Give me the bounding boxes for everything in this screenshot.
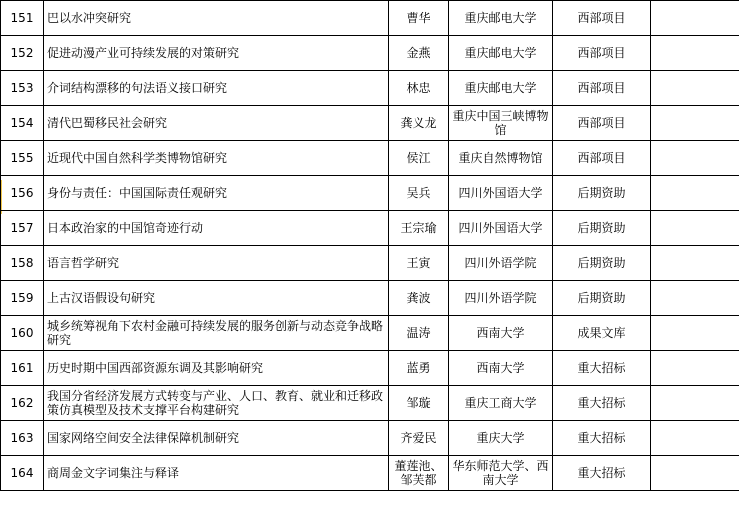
- table-body: [1, 1, 739, 491]
- project-title-cell[interactable]: 介词结构漂移的句法语义接口研究: [44, 71, 389, 106]
- empty-cell[interactable]: [651, 421, 739, 456]
- institution-cell[interactable]: 重庆大学: [449, 421, 553, 456]
- project-type-cell[interactable]: 重大招标: [553, 351, 651, 386]
- project-type-cell[interactable]: 西部项目: [553, 71, 651, 106]
- table-row[interactable]: [1, 141, 739, 176]
- leader-cell[interactable]: 王寅: [389, 246, 449, 281]
- institution-cell[interactable]: 重庆工商大学: [449, 386, 553, 421]
- table-row[interactable]: [1, 36, 739, 71]
- row-number-cell[interactable]: 153: [1, 71, 44, 106]
- leader-cell[interactable]: 王宗瑜: [389, 211, 449, 246]
- empty-cell[interactable]: [651, 246, 739, 281]
- project-title-cell[interactable]: 我国分省经济发展方式转变与产业、人口、教育、就业和迁移政策仿真模型及技术支撑平台构建研究: [44, 386, 389, 421]
- project-title-cell[interactable]: 语言哲学研究: [44, 246, 389, 281]
- project-title-cell[interactable]: 上古汉语假设句研究: [44, 281, 389, 316]
- row-number-cell[interactable]: 164: [1, 456, 44, 491]
- table-row[interactable]: [1, 281, 739, 316]
- project-title-cell[interactable]: 历史时期中国西部资源东调及其影响研究: [44, 351, 389, 386]
- leader-cell[interactable]: 龚波: [389, 281, 449, 316]
- project-title-cell[interactable]: 促进动漫产业可持续发展的对策研究: [44, 36, 389, 71]
- institution-cell[interactable]: 重庆中国三峡博物馆: [449, 106, 553, 141]
- empty-cell[interactable]: [651, 211, 739, 246]
- row-number-cell[interactable]: 155: [1, 141, 44, 176]
- project-title-cell[interactable]: 近现代中国自然科学类博物馆研究: [44, 141, 389, 176]
- project-type-cell[interactable]: 后期资助: [553, 176, 651, 211]
- empty-cell[interactable]: [651, 141, 739, 176]
- empty-cell[interactable]: [651, 71, 739, 106]
- table-row[interactable]: [1, 106, 739, 141]
- institution-cell[interactable]: 四川外国语大学: [449, 211, 553, 246]
- row-number-cell[interactable]: 161: [1, 351, 44, 386]
- project-title-cell[interactable]: 城乡统筹视角下农村金融可持续发展的服务创新与动态竞争战略研究: [44, 316, 389, 351]
- project-type-cell[interactable]: 重大招标: [553, 386, 651, 421]
- leader-cell[interactable]: 齐爱民: [389, 421, 449, 456]
- project-type-cell[interactable]: 成果文库: [553, 316, 651, 351]
- project-title-cell[interactable]: 国家网络空间安全法律保障机制研究: [44, 421, 389, 456]
- leader-cell[interactable]: 金燕: [389, 36, 449, 71]
- project-type-cell[interactable]: 西部项目: [553, 106, 651, 141]
- institution-cell[interactable]: 西南大学: [449, 351, 553, 386]
- institution-cell[interactable]: 重庆邮电大学: [449, 71, 553, 106]
- institution-cell[interactable]: 四川外语学院: [449, 281, 553, 316]
- project-type-cell[interactable]: 后期资助: [553, 211, 651, 246]
- empty-cell[interactable]: [651, 281, 739, 316]
- row-number-cell[interactable]: 154: [1, 106, 44, 141]
- empty-cell[interactable]: [651, 351, 739, 386]
- leader-cell[interactable]: 林忠: [389, 71, 449, 106]
- leader-cell[interactable]: 蓝勇: [389, 351, 449, 386]
- table-row[interactable]: [1, 1, 739, 36]
- table-row[interactable]: [1, 246, 739, 281]
- project-type-cell[interactable]: 西部项目: [553, 1, 651, 36]
- leader-cell[interactable]: 侯江: [389, 141, 449, 176]
- row-number-cell[interactable]: 162: [1, 386, 44, 421]
- row-number-cell[interactable]: 156: [1, 176, 44, 211]
- empty-cell[interactable]: [651, 316, 739, 351]
- row-number-cell[interactable]: 157: [1, 211, 44, 246]
- project-title-cell[interactable]: 日本政治家的中国馆奇迹行动: [44, 211, 389, 246]
- table-row[interactable]: [1, 421, 739, 456]
- empty-cell[interactable]: [651, 106, 739, 141]
- row-number-cell[interactable]: 158: [1, 246, 44, 281]
- project-type-cell[interactable]: 重大招标: [553, 421, 651, 456]
- project-type-cell[interactable]: 重大招标: [553, 456, 651, 491]
- project-type-cell[interactable]: 后期资助: [553, 246, 651, 281]
- table-row[interactable]: [1, 71, 739, 106]
- empty-cell[interactable]: [651, 36, 739, 71]
- leader-cell[interactable]: 董莲池、邹芙都: [389, 456, 449, 491]
- institution-cell[interactable]: 重庆邮电大学: [449, 36, 553, 71]
- leader-cell[interactable]: 邹璇: [389, 386, 449, 421]
- project-title-cell[interactable]: 清代巴蜀移民社会研究: [44, 106, 389, 141]
- table-row[interactable]: [1, 351, 739, 386]
- row-number-cell[interactable]: 151: [1, 1, 44, 36]
- project-type-cell[interactable]: 后期资助: [553, 281, 651, 316]
- leader-cell[interactable]: 吴兵: [389, 176, 449, 211]
- project-type-cell[interactable]: 西部项目: [553, 36, 651, 71]
- table-row[interactable]: [1, 456, 739, 491]
- institution-cell[interactable]: 四川外国语大学: [449, 176, 553, 211]
- empty-cell[interactable]: [651, 176, 739, 211]
- institution-cell[interactable]: 重庆邮电大学: [449, 1, 553, 36]
- leader-cell[interactable]: 龚义龙: [389, 106, 449, 141]
- institution-cell[interactable]: 华东师范大学、西南大学: [449, 456, 553, 491]
- empty-cell[interactable]: [651, 1, 739, 36]
- institution-cell[interactable]: 四川外语学院: [449, 246, 553, 281]
- project-title-cell[interactable]: 商周金文字词集注与释译: [44, 456, 389, 491]
- table-row[interactable]: [1, 176, 739, 211]
- institution-cell[interactable]: 西南大学: [449, 316, 553, 351]
- row-number-cell[interactable]: 160: [1, 316, 44, 351]
- leader-cell[interactable]: 曹华: [389, 1, 449, 36]
- empty-cell[interactable]: [651, 456, 739, 491]
- table-row[interactable]: [1, 386, 739, 421]
- institution-cell[interactable]: 重庆自然博物馆: [449, 141, 553, 176]
- row-number-cell[interactable]: 163: [1, 421, 44, 456]
- row-number-cell[interactable]: 159: [1, 281, 44, 316]
- row-number-cell[interactable]: 152: [1, 36, 44, 71]
- table-row[interactable]: [1, 316, 739, 351]
- empty-cell[interactable]: [651, 386, 739, 421]
- project-type-cell[interactable]: 西部项目: [553, 141, 651, 176]
- project-title-cell[interactable]: 身份与责任：中国国际责任观研究: [44, 176, 389, 211]
- project-title-cell[interactable]: 巴以水冲突研究: [44, 1, 389, 36]
- leader-cell[interactable]: 温涛: [389, 316, 449, 351]
- table-row[interactable]: [1, 211, 739, 246]
